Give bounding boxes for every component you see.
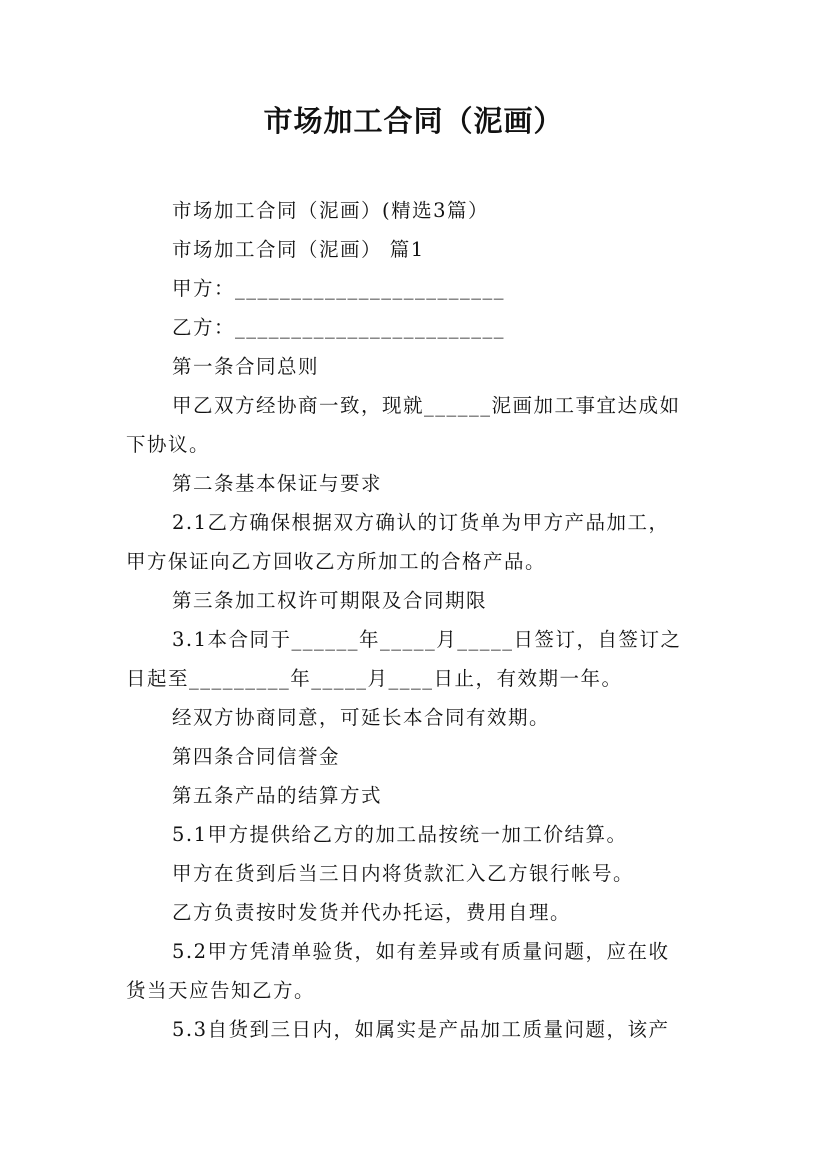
paragraph-line: 5.3自货到三日内，如属实是产品加工质量问题，该产 [172, 1018, 670, 1041]
section-heading: 市场加工合同（泥画） 篇1 [172, 238, 425, 261]
article-heading: 第一条合同总则 [172, 355, 320, 378]
document-title: 市场加工合同（泥画） [263, 104, 564, 138]
paragraph-line: 甲乙双方经协商一致，现就______泥画加工事宜达成如 [172, 394, 681, 417]
paragraph-line: 2.1乙方确保根据双方确认的订货单为甲方产品加工， [172, 511, 670, 534]
paragraph-line: 经双方协商同意，可延长本合同有效期。 [172, 706, 551, 729]
paragraph-line: 货当天应告知乙方。 [126, 979, 316, 1002]
paragraph-line: 甲方在货到后当三日内将货款汇入乙方银行帐号。 [172, 862, 635, 885]
paragraph-line: 乙方负责按时发货并代办托运，费用自理。 [172, 901, 572, 924]
doc-subtitle: 市场加工合同（泥画）(精选3篇） [172, 199, 490, 222]
article-heading: 第三条加工权许可期限及合同期限 [172, 589, 488, 612]
paragraph-line: 5.1甲方提供给乙方的加工品按统一加工价结算。 [172, 823, 628, 846]
paragraph-line: 下协议。 [126, 433, 211, 456]
article-heading: 第二条基本保证与要求 [172, 472, 383, 495]
paragraph-line: 3.1本合同于______年_____月_____日签订，自签订之 [172, 628, 682, 651]
paragraph-line: 甲方保证向乙方回收乙方所加工的合格产品。 [126, 550, 547, 573]
paragraph-line: 5.2甲方凭清单验货，如有差异或有质量问题，应在收 [172, 940, 670, 963]
article-heading: 第四条合同信誉金 [172, 745, 341, 768]
paragraph-line: 日起至_________年_____月____日止，有效期一年。 [126, 667, 623, 690]
party-b-line: 乙方：________________________ [172, 316, 506, 339]
party-a-line: 甲方：________________________ [172, 277, 506, 300]
article-heading: 第五条产品的结算方式 [172, 784, 383, 807]
